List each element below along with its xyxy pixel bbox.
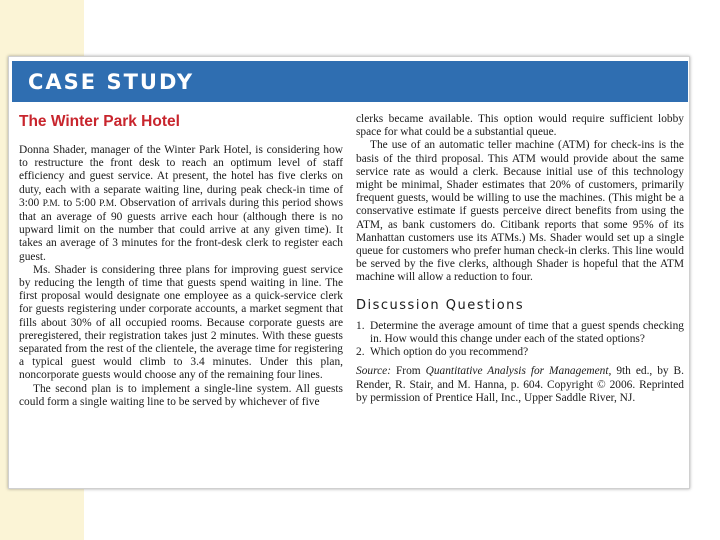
paragraph-text: to 5:00 (60, 196, 100, 209)
left-column (19, 113, 343, 409)
paragraph-text: Donna Shader, manager of the Winter Park Hotel, is considering how to restructure the front desk to reach an optimum level of staff efficiency and guest service. At present, the hotel has five clerks on duty, each with a separate waiting line, during peak check-in time of 3:00 (19, 144, 343, 209)
case-study-page (8, 56, 690, 489)
question-number: 1. (356, 319, 365, 332)
question-number: 2. (356, 346, 365, 359)
source-citation (356, 365, 684, 405)
banner-title: CASE STUDY (28, 70, 195, 94)
right-column (356, 113, 684, 405)
discussion-question (356, 320, 684, 346)
paragraph-plans: Ms. Shader is considering three plans for improving guest service by reducing the length of time that guests spend waiting in line. The first proposal would designate one employee as a quick-service clerk for guests registering under corporate accounts, a market segment that fills about 30% of all occupied rooms. Because corporate guests are preregistered, their registration takes just 2 minutes. With these guests separated from the rest of the clientele, the average time for registering a typical guest would climb to 3.4 minutes. Under this plan, noncorporate guests would choose any of the remaining four lines. (19, 263, 343, 382)
case-study-banner (12, 61, 688, 102)
paragraph-text: Observation of arrivals during this period shows that an average of 90 guests arrive each hour (although there is no upward limit on the number that could arrive at any given time). It takes an average of 3 minutes for the front-desk clerk to register each guest. (19, 196, 343, 263)
discussion-question (356, 346, 684, 359)
source-book-title: Quantitative Analysis for Management, (425, 365, 612, 378)
discussion-questions-heading: Discussion Questions (356, 297, 525, 313)
source-text: 9th ed., by B. Render, R. Stair, and M. Hanna, p. 604. Copyright © 2006. Reprinted by permission of Prentice Hall, Inc., Upper Saddle River, NJ. (356, 365, 684, 404)
source-text: From (391, 365, 426, 378)
source-label: Source: (356, 365, 392, 378)
paragraph-atm: The use of an automatic teller machine (ATM) for check-ins is the basis of the third proposal. This ATM would provide about the same service rate as would a clerk. Because initial use of this technology might be minimal, Shader estimates that 20% of customers, primarily frequent guests, would be willing to use the machines. (This might be a conservative estimate if guests perceive direct benefits from using the ATM, as bank customers do. Citibank reports that some 95% of its Manhattan customers use its ATMs.) Ms. Shader would set up a single queue for customers who prefer human check-in clerks. This line would be served by the five clerks, although Shader is hopeful that the ATM machine will allow a reduction to four. (356, 139, 684, 284)
question-text: Which option do you recommend? (370, 346, 529, 359)
question-text: Determine the average amount of time that a guest spends checking in. How would this change under each of the stated options? (370, 319, 684, 346)
paragraph-second-plan: The second plan is to implement a single-line system. All guests could form a single waiting line to be served by whichever of five (19, 382, 343, 408)
paragraph-intro (19, 144, 343, 264)
paragraph-continued: clerks became available. This option would require sufficient lobby space for what could be a substantial queue. (356, 113, 684, 139)
discussion-question-list (356, 320, 684, 360)
time-suffix: P.M. (42, 198, 61, 209)
case-title: The Winter Park Hotel (19, 113, 180, 130)
time-suffix: P.M. (99, 198, 117, 209)
